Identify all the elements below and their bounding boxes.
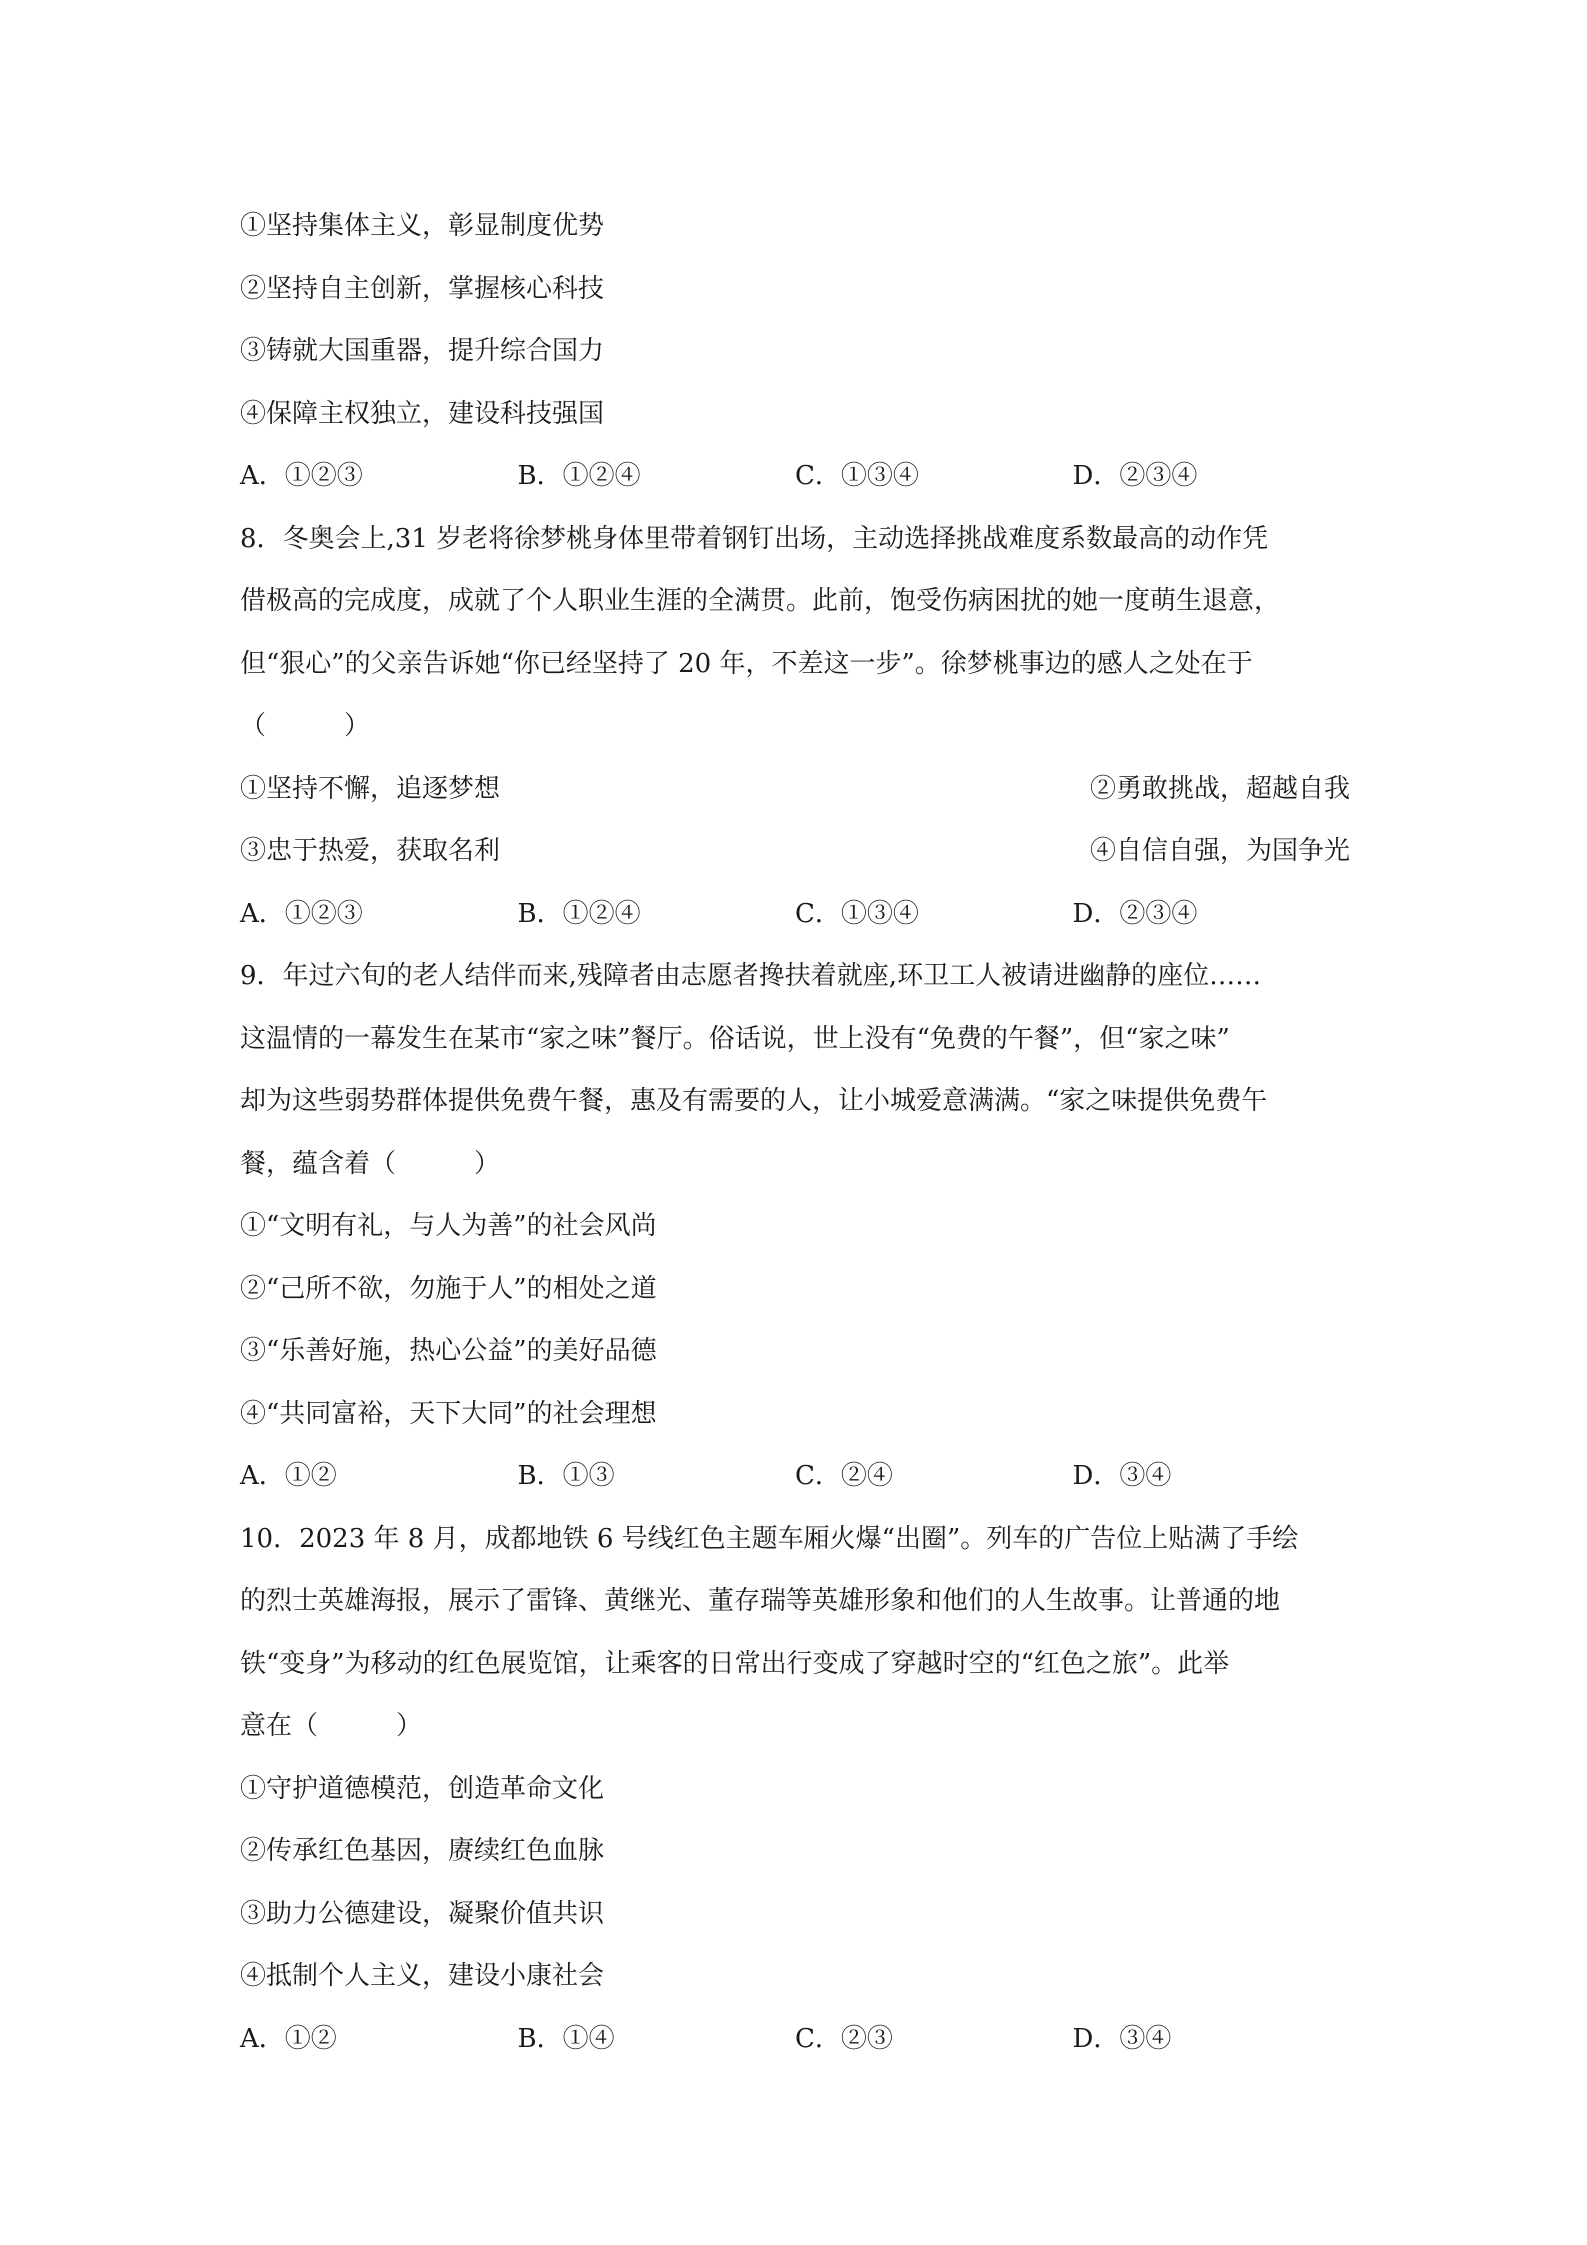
- statement-4: ④保障主权独立，建设科技强国: [240, 398, 605, 429]
- option-c: C．①③④: [795, 898, 919, 929]
- option-c: C．①③④: [795, 461, 919, 491]
- statement-1: ①坚持集体主义，彰显制度优势: [240, 211, 605, 241]
- statement-3: ③铸就大国重器，提升综合国力: [240, 336, 605, 366]
- question-text-line: 8．冬奥会上,31 岁老将徐梦桃身体里带着钢钉出场，主动选择挑战难度系数最高的动作凭: [240, 523, 1269, 554]
- option-d: D．②③④: [1072, 461, 1198, 491]
- question-text-line: 这温情的一幕发生在某市“家之味”餐厅。俗话说，世上没有“免费的午餐”，但“家之味”: [240, 1023, 1230, 1054]
- statement-2: ②坚持自主创新，掌握核心科技: [240, 273, 605, 304]
- answer-options: [240, 2008, 1350, 2071]
- statement-row: [240, 820, 1350, 883]
- option-c: C．②③: [795, 2023, 893, 2054]
- statement-4: ④“共同富裕，天下大同”的社会理想: [240, 1398, 657, 1429]
- statement-4: ④自信自强，为国争光: [1089, 836, 1350, 866]
- option-d: D．②③④: [1072, 898, 1198, 929]
- statement-2: ②传承红色基因，赓续红色血脉: [240, 1836, 605, 1866]
- question-10: [240, 1508, 1350, 2071]
- statement-2: ②“己所不欲，勿施于人”的相处之道: [240, 1273, 657, 1304]
- statement-2: ②勇敢挑战，超越自我: [1089, 773, 1350, 804]
- option-a: A．①②③: [240, 461, 363, 491]
- statement-1: ①守护道德模范，创造革命文化: [240, 1773, 605, 1804]
- option-d: D．③④: [1072, 1461, 1172, 1491]
- option-d: D．③④: [1072, 2023, 1172, 2054]
- question-text-line: 的烈士英雄海报，展示了雷锋、黄继光、董存瑞等英雄形象和他们的人生故事。让普通的地: [240, 1586, 1281, 1616]
- option-a: A．①②③: [240, 898, 363, 929]
- option-a: A．①②: [240, 1461, 337, 1491]
- statement-3: ③助力公德建设，凝聚价值共识: [240, 1898, 605, 1929]
- question-7: [240, 195, 1350, 508]
- answer-options: [240, 883, 1350, 946]
- statement-1: ①“文明有礼，与人为善”的社会风尚: [240, 1211, 657, 1241]
- statement-row: [240, 758, 1350, 821]
- option-b: B．①②④: [517, 898, 641, 929]
- answer-options: [240, 1445, 1350, 1508]
- question-text-line: 铁“变身”为移动的红色展览馆，让乘客的日常出行变成了穿越时空的“红色之旅”。此举: [240, 1648, 1230, 1679]
- statement-1: ①坚持不懈，追逐梦想: [240, 773, 501, 804]
- question-text-line: 10．2023 年 8 月，成都地铁 6 号线红色主题车厢火爆“出圈”。列车的广告位上贴满了手绘: [240, 1523, 1299, 1554]
- option-a: A．①②: [240, 2023, 337, 2054]
- question-8: [240, 508, 1350, 946]
- answer-blank: （ ）: [240, 711, 371, 741]
- question-text-line: 9．年过六旬的老人结伴而来,残障者由志愿者搀扶着就座,环卫工人被请进幽静的座位……: [240, 961, 1262, 991]
- statement-4: ④抵制个人主义，建设小康社会: [240, 1961, 605, 1991]
- option-c: C．②④: [795, 1461, 893, 1491]
- answer-options: [240, 445, 1350, 508]
- option-b: B．①③: [517, 1461, 615, 1491]
- question-text-line: 意在（ ）: [240, 1711, 423, 1741]
- statement-3: ③“乐善好施，热心公益”的美好品德: [240, 1336, 657, 1366]
- statement-3: ③忠于热爱，获取名利: [240, 836, 501, 866]
- question-text-line: 但“狠心”的父亲告诉她“你已经坚持了 20 年，不差这一步”。徐梦桃事边的感人之处在于: [240, 648, 1253, 679]
- exam-page: [240, 195, 1350, 2070]
- question-9: [240, 945, 1350, 1508]
- question-text-line: 餐，蕴含着（ ）: [240, 1148, 501, 1179]
- option-b: B．①②④: [517, 461, 641, 491]
- question-text-line: 却为这些弱势群体提供免费午餐，惠及有需要的人，让小城爱意满满。“家之味提供免费午: [240, 1086, 1268, 1116]
- option-b: B．①④: [517, 2023, 615, 2054]
- question-text-line: 借极高的完成度，成就了个人职业生涯的全满贯。此前，饱受伤病困扰的她一度萌生退意，: [240, 586, 1281, 616]
